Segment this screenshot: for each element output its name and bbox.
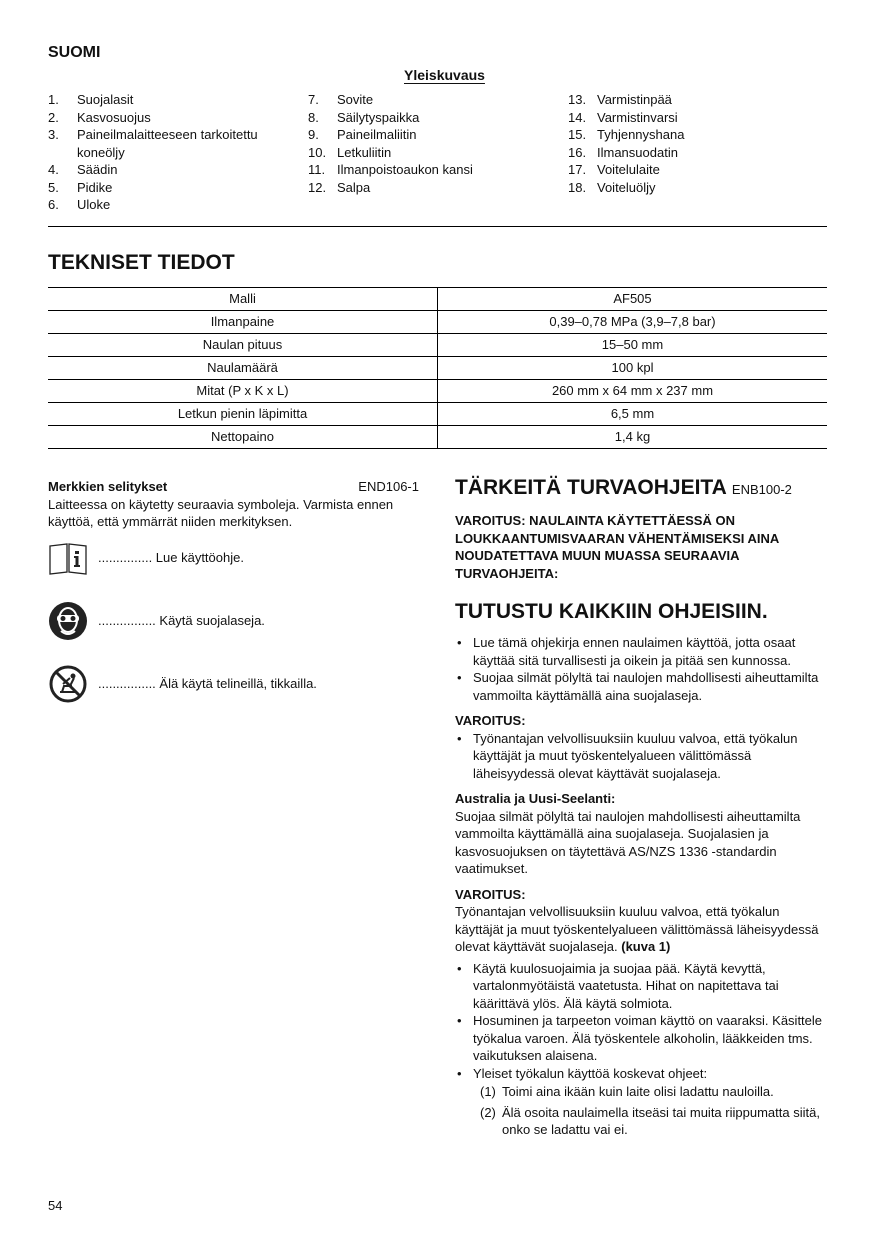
warning-label: VAROITUS: — [455, 886, 526, 902]
overview-item — [568, 109, 818, 127]
symbol-row — [48, 538, 419, 578]
symbol-text: ............... Lue käyttöohje. — [98, 550, 244, 566]
item-number: 14. — [568, 109, 587, 125]
item-number: 17. — [568, 162, 587, 177]
spec-label: Malli — [48, 288, 438, 311]
list-item: • Lue tämä ohjekirja ennen naulaimen käyttöä, jotta osaat käyttää sitä turvallisesti ja oikein ja pitää sen kunnossa. — [455, 634, 827, 669]
item-text: Ilmansuodatin — [597, 144, 678, 160]
sub-item-number: (1) — [480, 1084, 496, 1099]
item-text: Voitelulaite — [597, 162, 660, 177]
sub-item — [455, 1104, 827, 1139]
item-text: Säilytyspaikka — [337, 109, 420, 125]
item-number: 6. — [48, 197, 59, 212]
item-text: Varmistinpää — [597, 92, 672, 107]
spec-value: 100 kpl — [438, 357, 828, 380]
spec-value: 0,39–0,78 MPa (3,9–7,8 bar) — [438, 311, 828, 334]
page-number: 54 — [48, 1198, 63, 1213]
item-number: 1. — [48, 92, 59, 107]
table-row — [48, 380, 827, 403]
overview-item — [568, 91, 818, 109]
symbol-text: ................ Käytä suojalaseja. — [98, 613, 265, 629]
item-text: Suojalasit — [77, 92, 134, 107]
spec-value: 15–50 mm — [438, 334, 828, 357]
spec-label: Ilmanpaine — [48, 311, 438, 334]
warning-intro: VAROITUS: NAULAINTA KÄYTETTÄESSÄ ON LOUKKAANTUMISVAARAN VÄHENTÄMISEKSI AINA NOUDATETTAVA MUUN MUASSA SEURAAVIA TURVAOHJEITA: — [455, 513, 779, 581]
item-text: Paineilmaliitin — [337, 127, 417, 142]
safety-section — [455, 475, 827, 1139]
spec-label: Letkun pienin läpimitta — [48, 403, 438, 426]
overview-item — [568, 126, 818, 144]
overview-title: Yleiskuvaus — [404, 67, 485, 83]
list-item: • Käytä kuulosuojaimia ja suojaa pää. Käytä kevyttä, vartalonmyötäistä vaatetusta. Hihat on napitettava tai käärittävä ylös. Älä käytä solmiota. — [455, 960, 827, 1013]
item-text: Säädin — [77, 162, 118, 177]
item-number: 11. — [308, 162, 326, 177]
overview-item — [308, 126, 558, 144]
spec-label: Naulamäärä — [48, 357, 438, 380]
list-item: • Työnantajan velvollisuuksiin kuuluu valvoa, että työkalun käyttäjät ja muut työskentelyalueen välittömässä läheisyydessä olevat käyttävät suojalaseja. — [455, 730, 827, 783]
overview-item — [48, 161, 298, 179]
table-row — [48, 403, 827, 426]
symbols-title: Merkkien selitykset — [48, 479, 168, 494]
language-heading: SUOMI — [48, 44, 101, 61]
overview-item — [308, 91, 558, 109]
spec-label: Mitat (P x K x L) — [48, 380, 438, 403]
manual-icon — [48, 538, 88, 578]
overview-item — [568, 179, 818, 197]
item-text: Letkuliitin — [337, 144, 392, 160]
list-item: • Suojaa silmät pölyltä tai naulojen mahdollisesti aiheuttamilta vammoilta käyttämällä aina suojalaseja. — [455, 669, 827, 704]
no-scaffold-icon — [48, 664, 88, 704]
overview-column-1 — [48, 91, 298, 214]
bullet-list — [455, 730, 827, 783]
safety-title — [455, 475, 827, 503]
overview-item — [48, 126, 298, 161]
overview-item — [568, 161, 818, 179]
australia-text: Suojaa silmät pölyltä tai naulojen mahdollisesti aiheuttamilta vammoilta käyttämällä aina suojalaseja. Suojalasien ja kasvosuojuksen on täytettävä AS/NZS 1336 -standardin vaatimukset. — [455, 808, 801, 876]
spec-value: 6,5 mm — [438, 403, 828, 426]
overview-item — [308, 179, 558, 197]
spec-value: 260 mm x 64 mm x 237 mm — [438, 380, 828, 403]
item-number: 3. — [48, 127, 59, 142]
spec-label: Naulan pituus — [48, 334, 438, 357]
item-number: 12. — [308, 179, 327, 195]
overview-item — [308, 144, 558, 162]
table-row — [48, 288, 827, 311]
item-text: Varmistinvarsi — [597, 109, 678, 125]
item-text: Tyhjennyshana — [597, 127, 685, 142]
overview-item — [568, 144, 818, 162]
bullet-list — [455, 960, 827, 1083]
item-number: 5. — [48, 179, 59, 195]
item-number: 15. — [568, 127, 587, 142]
spec-value: 1,4 kg — [438, 426, 828, 449]
item-number: 4. — [48, 162, 59, 177]
sub-item — [455, 1083, 827, 1101]
safety-glasses-icon — [48, 601, 88, 641]
list-item: • Yleiset työkalun käyttöä koskevat ohjeet: — [455, 1065, 827, 1083]
item-text: Paineilmalaitteeseen tarkoitettu koneöljy — [77, 127, 258, 160]
overview-item — [308, 161, 558, 179]
item-number: 7. — [308, 92, 319, 107]
item-text: Uloke — [77, 197, 111, 212]
overview-item — [48, 109, 298, 127]
table-row — [48, 426, 827, 449]
overview-column-3 — [568, 91, 818, 196]
item-number: 13. — [568, 92, 587, 107]
section-divider — [48, 226, 827, 227]
warning-label: VAROITUS: — [455, 713, 526, 728]
warning-text — [455, 903, 827, 956]
item-number: 9. — [308, 127, 319, 142]
item-number: 16. — [568, 144, 587, 160]
spec-label: Nettopaino — [48, 426, 438, 449]
safety-code: ENB100-2 — [731, 482, 792, 497]
australia-label: Australia ja Uusi-Seelanti: — [455, 791, 616, 806]
symbols-code: END106-1 — [358, 479, 419, 494]
read-all-heading: TUTUSTU KAIKKIIN OHJEISIIN. — [455, 600, 768, 623]
specs-table — [48, 287, 827, 449]
symbol-text: ................ Älä käytä telineillä, tikkailla. — [98, 676, 317, 692]
item-number: 18. — [568, 179, 587, 195]
symbols-section — [48, 478, 419, 531]
symbol-row — [48, 664, 419, 704]
overview-item — [308, 109, 558, 127]
item-number: 8. — [308, 109, 319, 125]
item-text: Pidike — [77, 179, 113, 195]
warning-body: Työnantajan velvollisuuksiin kuuluu valvoa, että työkalun käyttäjät ja muut työskentelyalueen välittömässä läheisyydessä olevat käyttävät suojalaseja. — [455, 904, 819, 954]
sub-item-number: (2) — [480, 1104, 496, 1120]
item-number: 2. — [48, 109, 59, 125]
overview-item — [48, 91, 298, 109]
item-text: Sovite — [337, 92, 374, 107]
item-text: Voiteluöljy — [597, 179, 656, 195]
sub-item-text: Toimi aina ikään kuin laite olisi ladattu nauloilla. — [502, 1084, 774, 1099]
figure-reference: (kuva 1) — [621, 939, 671, 954]
table-row — [48, 357, 827, 380]
overview-column-2 — [308, 91, 558, 196]
item-text: Salpa — [337, 179, 371, 195]
overview-item — [48, 196, 298, 214]
item-text: Kasvosuojus — [77, 109, 151, 125]
overview-item — [48, 179, 298, 197]
safety-title-text: TÄRKEITÄ TURVAOHJEITA — [455, 476, 727, 499]
table-row — [48, 311, 827, 334]
item-number: 10. — [308, 144, 327, 160]
symbols-intro: Laitteessa on käytetty seuraavia symboleja. Varmista ennen käyttöä, että ymmärrät niiden merkityksen. — [48, 496, 394, 529]
symbol-row — [48, 601, 419, 641]
sub-item-text: Älä osoita naulaimella itseäsi tai muita riippumatta siitä, onko se ladattu vai ei. — [502, 1104, 820, 1137]
list-item: • Hosuminen ja tarpeeton voiman käyttö on vaaraksi. Käsittele työkalua varoen. Älä työskentele alkoholin, lääkkeiden tms. vaikutuksen alaisena. — [455, 1012, 827, 1065]
spec-value: AF505 — [438, 288, 828, 311]
bullet-list — [455, 634, 827, 704]
table-row — [48, 334, 827, 357]
item-text: Ilmanpoistoaukon kansi — [337, 162, 473, 177]
specs-title: TEKNISET TIEDOT — [48, 251, 235, 274]
